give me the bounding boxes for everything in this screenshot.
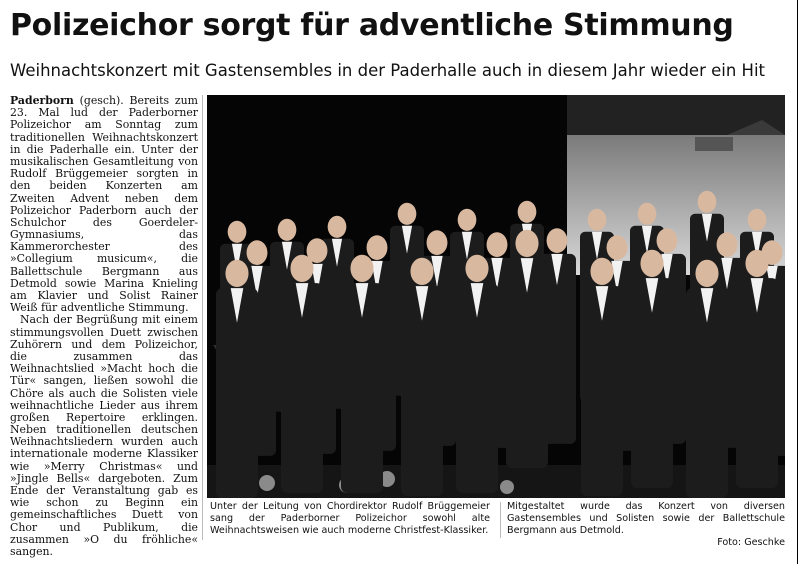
choir-photo-image — [207, 95, 785, 498]
singer-figure — [736, 250, 778, 488]
page-edge-rule — [797, 0, 798, 564]
singer-figure — [506, 230, 548, 468]
article-paragraph-1 — [10, 95, 198, 314]
dateline: Paderborn — [10, 94, 74, 107]
singer-figure — [216, 260, 258, 498]
singer-figure — [686, 260, 728, 498]
singer-figure — [281, 255, 323, 493]
article-paragraph-2: Nach der Begrüßung mit einem stimmungsvollen Duett zwischen Zuhörern und dem Polizeichor, die zusammen das Weihnachtslied »Macht hoch die Tür« sangen, ließen sowohl die Chöre als auch die Solisten viele weihnachtliche Lieder aus ihrem großen Repertoire erklingen. Neben traditionellen deutschen Weihnachtsliedern wurden auch internationale moderne Klassiker wie »Merry Christmas« und »Jingle Bells« dargeboten. Zum Ende der Veranstaltung gab es wie schon zu Beginn ein gemeinschaftliches Duett von Chor und Publikum, die zusammen »O du fröhliche« sangen. — [10, 313, 198, 558]
singer-figure — [631, 250, 673, 488]
caption-right — [507, 501, 785, 549]
paragraph-1-text: (gesch). Bereits zum 23. Mal lud der Paderborner Polizeichor am Sonntag zum traditionellen Weihnachtskonzert in die Paderhalle ein. Unter der musikalischen Gesamtleitung von Rudolf Brüggemeier sorgten in den beiden Konzerten am Zweiten Advent neben dem Polizeichor Paderborn auch der Schulchor des Goerdeler-Gymnasiums, das Kammerorchester des »Collegium musicum«, die Ballettschule Bergmann aus Detmold sowie Marina Knieling am Klavier und Solist Rainer Weiß für adventliche Stimmung. — [10, 94, 198, 315]
caption-divider — [500, 502, 501, 538]
singer-figure — [341, 255, 383, 493]
subheadline: Weihnachtskonzert mit Gastensembles in der Paderhalle auch in diesem Jahr wieder ein Hit — [10, 61, 766, 80]
caption-left: Unter der Leitung von Chordirektor Rudolf Brüggemeier sang der Paderborner Polizeichor sowohl alte Weihnachtsweisen wie auch moderne Christfest-Klassiker. — [210, 501, 490, 536]
photo-credit: Foto: Geschke — [717, 537, 785, 548]
article-column — [10, 95, 198, 558]
caption-right-text: Mitgestaltet wurde das Konzert von diversen Gastensembles und Solisten sowie der Ballettschule Bergmann aus Detmold. — [507, 501, 785, 536]
singer-figure — [456, 255, 498, 493]
singer-figure — [401, 258, 443, 496]
singer-figure — [581, 258, 623, 496]
choir-photo — [207, 95, 785, 498]
headline: Polizeichor sorgt für adventliche Stimmung — [10, 8, 734, 43]
column-divider — [202, 95, 203, 540]
